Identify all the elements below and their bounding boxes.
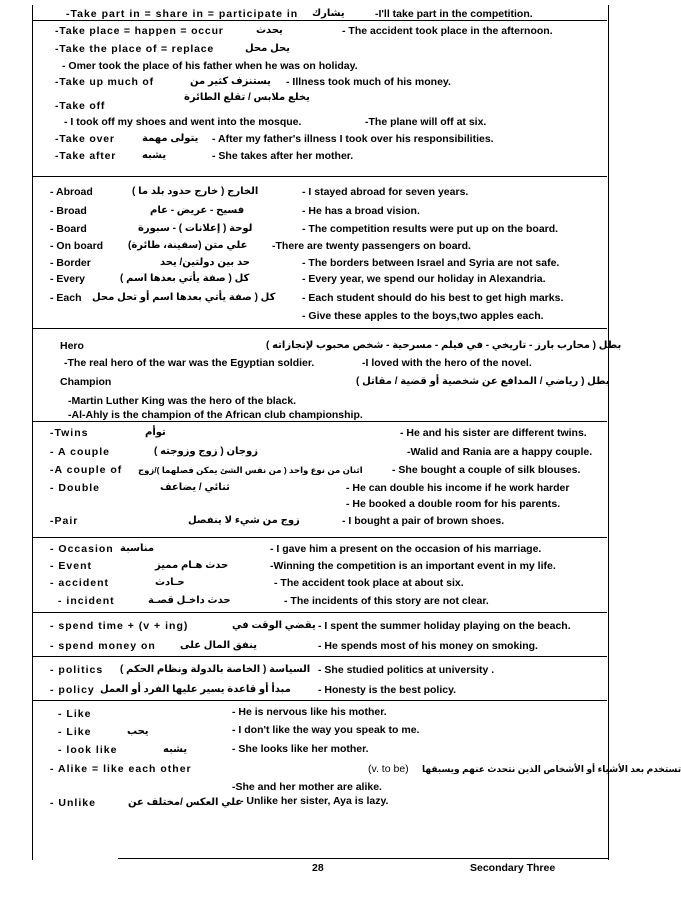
entry-spend-money-on: - spend money on bbox=[50, 640, 156, 652]
entry-every: - Every bbox=[50, 273, 86, 285]
entry-take-after-ar: يشبه bbox=[142, 150, 167, 161]
entry-spend-time-ar: يقضي الوقت في bbox=[232, 620, 316, 631]
footer-rule bbox=[118, 858, 608, 859]
entry-double: - Double bbox=[50, 482, 100, 494]
example-take-off-1: - I took off my shoes and went into the mosque. bbox=[64, 116, 302, 128]
entry-event-ar: حدث هـام مميز bbox=[155, 560, 229, 571]
entry-like-2-ar: يحب bbox=[127, 726, 149, 737]
footer-section-label: Secondary Three bbox=[470, 862, 556, 874]
entry-each: - Each bbox=[50, 292, 82, 304]
example-board: - The competition results were put up on the board. bbox=[302, 223, 559, 235]
entry-occasion: - Occasion bbox=[50, 543, 114, 555]
entry-take-up-much-of: -Take up much of bbox=[55, 76, 154, 88]
entry-a-couple-of-ar: اثنان من نوع واحد ( من نفس الشئ يمكن فصلهما )/زوج bbox=[138, 465, 363, 475]
entry-like-2: - Like bbox=[58, 726, 92, 738]
example-take-off-2: -The plane will off at six. bbox=[365, 116, 487, 128]
example-a-couple-of: - She bought a couple of silk blouses. bbox=[392, 464, 581, 476]
entry-like-1: - Like bbox=[58, 708, 92, 720]
entry-alike-note: (v. to be) bbox=[368, 763, 409, 775]
entry-pair-ar: زوج من شيء لا ينفصل bbox=[188, 515, 300, 526]
example-champion-2: -Al-Ahly is the champion of the African club championship. bbox=[68, 409, 363, 421]
example-unlike: - Unlike her sister, Aya is lazy. bbox=[240, 795, 389, 807]
entry-take-over: -Take over bbox=[55, 133, 115, 145]
divider bbox=[32, 612, 607, 613]
entry-board: - Board bbox=[50, 223, 87, 235]
entry-take-the-place-of-ar: يحل محل bbox=[245, 43, 290, 54]
entry-broad: - Broad bbox=[50, 205, 87, 217]
entry-policy-ar: مبدأ أو قاعدة يسير عليها الفرد أو العمل bbox=[100, 684, 291, 695]
entry-take-up-much-of-ar: يستنزف كثير من bbox=[190, 76, 271, 87]
entry-event: - Event bbox=[50, 560, 93, 572]
example-hero-1: -The real hero of the war was the Egyptian soldier. bbox=[64, 357, 315, 369]
entry-occasion-ar: مناسبة bbox=[120, 543, 155, 554]
example-take-place: - The accident took place in the afternoon. bbox=[342, 25, 553, 37]
entry-each-ar: كل ( صفة يأتي بعدها اسم أو تحل محل bbox=[92, 292, 276, 303]
entry-twins-ar: توأم bbox=[145, 427, 166, 438]
entry-champion-ar: بطل ( رياضي / المدافع عن شخصية أو قضية / مقاتل ) bbox=[356, 376, 610, 387]
entry-policy: - policy bbox=[50, 684, 95, 696]
entry-border-ar: حد بين دولتين/ يحد bbox=[160, 257, 250, 268]
entry-on-board: - On board bbox=[50, 240, 104, 252]
entry-hero: Hero bbox=[60, 340, 84, 352]
entry-take-the-place-of: -Take the place of = replace bbox=[55, 43, 215, 55]
divider bbox=[32, 700, 607, 701]
entry-look-like: - look like bbox=[58, 744, 118, 756]
entry-accident: - accident bbox=[50, 577, 110, 589]
entry-alike: - Alike = like each other bbox=[50, 763, 192, 775]
divider bbox=[32, 537, 607, 538]
divider bbox=[32, 656, 607, 657]
entry-take-off-ar: يخلع ملابس / تقلع الطائرة bbox=[184, 92, 310, 103]
entry-abroad-ar: ( الخارج ( خارج حدود بلد ما bbox=[132, 186, 259, 197]
entry-take-part: -Take part in = share in = participate in bbox=[66, 8, 299, 20]
example-like-2: - I don't like the way you speak to me. bbox=[232, 724, 420, 736]
example-occasion: - I gave him a present on the occasion of his marriage. bbox=[270, 543, 542, 555]
example-spend-money-on: - He spends most of his money on smoking. bbox=[318, 640, 538, 652]
example-each-1: - Each student should do his best to get high marks. bbox=[302, 292, 564, 304]
example-double-1: - He can double his income if he work harder bbox=[346, 482, 570, 494]
example-pair: - I bought a pair of brown shoes. bbox=[342, 515, 505, 527]
entry-broad-ar: فسيح - عريض - عام bbox=[150, 205, 245, 216]
entry-a-couple: - A couple bbox=[50, 446, 110, 458]
example-politics: - She studied politics at university . bbox=[318, 664, 495, 676]
example-twins: - He and his sister are different twins. bbox=[400, 427, 587, 439]
example-take-the-place-of: - Omer took the place of his father when he was on holiday. bbox=[62, 60, 358, 72]
example-take-up-much-of: - Illness took much of his money. bbox=[286, 76, 451, 88]
example-each-2: - Give these apples to the boys,two apples each. bbox=[302, 310, 544, 322]
example-incident: - The incidents of this story are not clear. bbox=[284, 595, 489, 607]
entry-alike-ar: تستخدم بعد الأشياء أو الأشخاص الذين نتحدث عنهم ويسبقها bbox=[422, 764, 681, 774]
example-abroad: - I stayed abroad for seven years. bbox=[302, 186, 469, 198]
example-look-like: - She looks like her mother. bbox=[232, 743, 369, 755]
example-spend-time: - I spent the summer holiday playing on the beach. bbox=[318, 620, 571, 632]
entry-politics: - politics bbox=[50, 664, 104, 676]
example-take-over: - After my father's illness I took over his responsibilities. bbox=[212, 133, 494, 145]
entry-unlike: - Unlike bbox=[50, 797, 96, 809]
divider bbox=[32, 20, 607, 21]
example-alike: -She and her mother are alike. bbox=[232, 781, 382, 793]
example-border: - The borders between Israel and Syria are not safe. bbox=[302, 257, 560, 269]
entry-spend-time: - spend time + (v + ing) bbox=[50, 620, 189, 632]
entry-take-after: -Take after bbox=[55, 150, 117, 162]
entry-board-ar: لوحة ( إعلانات ) - سبورة bbox=[138, 223, 253, 234]
example-on-board: -There are twenty passengers on board. bbox=[272, 240, 471, 252]
entry-a-couple-ar: زوجان ( زوج وزوجته ) bbox=[154, 446, 258, 457]
page-number: 28 bbox=[312, 862, 324, 874]
entry-on-board-ar: (سفينة، طائرة) علي متن bbox=[128, 240, 248, 251]
example-every: - Every year, we spend our holiday in Alexandria. bbox=[302, 273, 546, 285]
entry-pair: -Pair bbox=[50, 515, 79, 527]
example-like-1: - He is nervous like his mother. bbox=[232, 706, 387, 718]
entry-take-off: -Take off bbox=[55, 100, 106, 112]
entry-take-over-ar: يتولى مهمة bbox=[142, 133, 199, 144]
entry-every-ar: كل ( صفة يأتي بعدها اسم ) bbox=[120, 273, 250, 284]
divider bbox=[32, 421, 607, 422]
example-hero-2: -I loved with the hero of the novel. bbox=[362, 357, 532, 369]
entry-abroad: - Abroad bbox=[50, 186, 93, 198]
entry-a-couple-of: -A couple of bbox=[50, 464, 123, 476]
example-event: -Winning the competition is an important event in my life. bbox=[270, 560, 556, 572]
example-double-2: - He booked a double room for his parents. bbox=[346, 498, 561, 510]
divider bbox=[32, 328, 607, 329]
entry-take-place-ar: يحدث bbox=[256, 25, 283, 36]
entry-politics-ar: السياسة ( الخاصة بالدولة ونظام الحكم ) bbox=[120, 664, 311, 675]
entry-twins: -Twins bbox=[50, 427, 89, 439]
divider bbox=[32, 176, 607, 177]
example-policy: - Honesty is the best policy. bbox=[318, 684, 457, 696]
example-take-part: -I'll take part in the competition. bbox=[375, 8, 533, 20]
entry-double-ar: ثنائي / يضاعف bbox=[160, 482, 230, 493]
entry-look-like-ar: يشبه bbox=[163, 744, 188, 755]
entry-take-place: -Take place = happen = occur bbox=[55, 25, 224, 37]
entry-incident-ar: حدث داخـل قصـة bbox=[148, 595, 231, 606]
example-champion-1: -Martin Luther King was the hero of the black. bbox=[68, 395, 297, 407]
example-a-couple: -Walid and Rania are a happy couple. bbox=[407, 446, 593, 458]
entry-border: - Border bbox=[50, 257, 91, 269]
example-accident: - The accident took place at about six. bbox=[274, 577, 464, 589]
entry-accident-ar: حـادث bbox=[155, 577, 185, 588]
entry-champion: Champion bbox=[60, 376, 112, 388]
example-take-after: - She takes after her mother. bbox=[212, 150, 354, 162]
entry-hero-ar: بطل ( محارب بارز - تاريخي - في فيلم - مسرحية - شخص محبوب لإنجازاته ) bbox=[266, 340, 622, 351]
example-broad: - He has a broad vision. bbox=[302, 205, 420, 217]
entry-spend-money-on-ar: ينفق المال على bbox=[180, 640, 257, 651]
entry-take-part-ar: يشارك bbox=[312, 8, 345, 19]
entry-unlike-ar: علي العكس /مختلف عن bbox=[128, 797, 243, 808]
entry-incident: - incident bbox=[58, 595, 115, 607]
